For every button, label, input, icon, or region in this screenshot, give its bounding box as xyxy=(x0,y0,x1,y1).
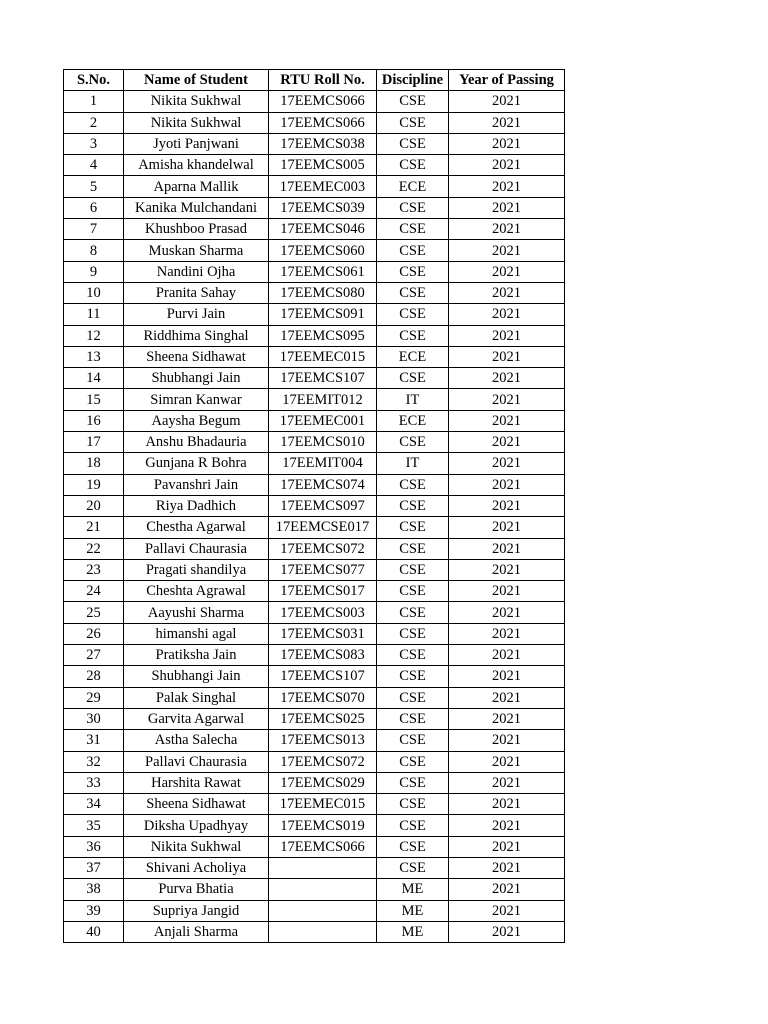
cell-year: 2021 xyxy=(449,517,565,538)
cell-sno: 32 xyxy=(64,751,124,772)
table-row xyxy=(64,219,565,240)
cell-year: 2021 xyxy=(449,197,565,218)
cell-sno: 24 xyxy=(64,581,124,602)
cell-name: Anjali Sharma xyxy=(124,921,269,942)
cell-discipline: CSE xyxy=(377,687,449,708)
cell-name: Harshita Rawat xyxy=(124,772,269,793)
cell-name: Nikita Sukhwal xyxy=(124,91,269,112)
cell-roll-no xyxy=(269,879,377,900)
cell-roll-no: 17EEMEC015 xyxy=(269,794,377,815)
cell-sno: 4 xyxy=(64,155,124,176)
table-row xyxy=(64,474,565,495)
cell-name: Riya Dadhich xyxy=(124,495,269,516)
cell-year: 2021 xyxy=(449,623,565,644)
cell-roll-no xyxy=(269,857,377,878)
cell-year: 2021 xyxy=(449,815,565,836)
table-row xyxy=(64,794,565,815)
cell-year: 2021 xyxy=(449,368,565,389)
cell-name: Pallavi Chaurasia xyxy=(124,751,269,772)
cell-name: Diksha Upadhyay xyxy=(124,815,269,836)
cell-roll-no: 17EEMCS029 xyxy=(269,772,377,793)
cell-year: 2021 xyxy=(449,708,565,729)
cell-discipline: CSE xyxy=(377,432,449,453)
cell-year: 2021 xyxy=(449,474,565,495)
cell-discipline: CSE xyxy=(377,240,449,261)
cell-discipline: CSE xyxy=(377,197,449,218)
cell-name: Supriya Jangid xyxy=(124,900,269,921)
table-row xyxy=(64,857,565,878)
cell-roll-no: 17EEMCS010 xyxy=(269,432,377,453)
table-header-row xyxy=(64,70,565,91)
cell-year: 2021 xyxy=(449,346,565,367)
cell-year: 2021 xyxy=(449,133,565,154)
cell-discipline: CSE xyxy=(377,282,449,303)
cell-sno: 5 xyxy=(64,176,124,197)
cell-roll-no: 17EEMIT012 xyxy=(269,389,377,410)
cell-sno: 20 xyxy=(64,495,124,516)
cell-sno: 12 xyxy=(64,325,124,346)
cell-name: Amisha khandelwal xyxy=(124,155,269,176)
header-year: Year of Passing xyxy=(449,70,565,91)
table-row xyxy=(64,91,565,112)
cell-name: Simran Kanwar xyxy=(124,389,269,410)
header-discipline: Discipline xyxy=(377,70,449,91)
cell-name: Purvi Jain xyxy=(124,304,269,325)
table-row xyxy=(64,879,565,900)
cell-name: Gunjana R Bohra xyxy=(124,453,269,474)
table-row xyxy=(64,666,565,687)
table-row xyxy=(64,538,565,559)
table-row xyxy=(64,389,565,410)
cell-sno: 40 xyxy=(64,921,124,942)
cell-sno: 38 xyxy=(64,879,124,900)
header-sno: S.No. xyxy=(64,70,124,91)
cell-roll-no: 17EEMCS025 xyxy=(269,708,377,729)
table-row xyxy=(64,240,565,261)
cell-year: 2021 xyxy=(449,538,565,559)
table-row xyxy=(64,155,565,176)
table-row xyxy=(64,687,565,708)
cell-sno: 22 xyxy=(64,538,124,559)
cell-discipline: ECE xyxy=(377,410,449,431)
cell-sno: 18 xyxy=(64,453,124,474)
cell-roll-no: 17EEMCS070 xyxy=(269,687,377,708)
cell-roll-no: 17EEMCS097 xyxy=(269,495,377,516)
cell-sno: 39 xyxy=(64,900,124,921)
cell-roll-no: 17EEMEC001 xyxy=(269,410,377,431)
table-row xyxy=(64,581,565,602)
cell-discipline: CSE xyxy=(377,751,449,772)
cell-discipline: CSE xyxy=(377,559,449,580)
table-row xyxy=(64,900,565,921)
cell-sno: 7 xyxy=(64,219,124,240)
table-body xyxy=(64,91,565,943)
cell-roll-no: 17EEMCS072 xyxy=(269,538,377,559)
cell-name: Palak Singhal xyxy=(124,687,269,708)
cell-discipline: CSE xyxy=(377,91,449,112)
table-row xyxy=(64,176,565,197)
cell-name: himanshi agal xyxy=(124,623,269,644)
cell-year: 2021 xyxy=(449,581,565,602)
cell-discipline: CSE xyxy=(377,666,449,687)
cell-roll-no: 17EEMEC015 xyxy=(269,346,377,367)
table-row xyxy=(64,495,565,516)
cell-name: Pragati shandilya xyxy=(124,559,269,580)
cell-roll-no: 17EEMCS066 xyxy=(269,836,377,857)
cell-year: 2021 xyxy=(449,240,565,261)
cell-name: Aaysha Begum xyxy=(124,410,269,431)
cell-sno: 26 xyxy=(64,623,124,644)
cell-year: 2021 xyxy=(449,282,565,303)
cell-name: Cheshta Agrawal xyxy=(124,581,269,602)
cell-roll-no: 17EEMCS038 xyxy=(269,133,377,154)
cell-year: 2021 xyxy=(449,772,565,793)
cell-year: 2021 xyxy=(449,666,565,687)
header-roll-no: RTU Roll No. xyxy=(269,70,377,91)
cell-roll-no: 17EEMCS095 xyxy=(269,325,377,346)
cell-name: Aayushi Sharma xyxy=(124,602,269,623)
cell-year: 2021 xyxy=(449,751,565,772)
cell-name: Nikita Sukhwal xyxy=(124,836,269,857)
table-row xyxy=(64,261,565,282)
cell-sno: 14 xyxy=(64,368,124,389)
cell-roll-no: 17EEMCS003 xyxy=(269,602,377,623)
table-row xyxy=(64,645,565,666)
cell-sno: 36 xyxy=(64,836,124,857)
cell-sno: 33 xyxy=(64,772,124,793)
cell-year: 2021 xyxy=(449,261,565,282)
cell-discipline: CSE xyxy=(377,112,449,133)
cell-sno: 17 xyxy=(64,432,124,453)
cell-sno: 3 xyxy=(64,133,124,154)
cell-sno: 8 xyxy=(64,240,124,261)
cell-year: 2021 xyxy=(449,794,565,815)
cell-roll-no: 17EEMCS074 xyxy=(269,474,377,495)
cell-name: Purva Bhatia xyxy=(124,879,269,900)
cell-year: 2021 xyxy=(449,325,565,346)
cell-sno: 16 xyxy=(64,410,124,431)
cell-discipline: ME xyxy=(377,879,449,900)
cell-year: 2021 xyxy=(449,155,565,176)
cell-roll-no: 17EEMCS019 xyxy=(269,815,377,836)
table-row xyxy=(64,410,565,431)
cell-year: 2021 xyxy=(449,410,565,431)
cell-roll-no: 17EEMCS061 xyxy=(269,261,377,282)
cell-roll-no: 17EEMCS039 xyxy=(269,197,377,218)
cell-name: Nikita Sukhwal xyxy=(124,112,269,133)
table-row xyxy=(64,133,565,154)
table-row xyxy=(64,623,565,644)
cell-discipline: CSE xyxy=(377,133,449,154)
cell-roll-no: 17EEMCS013 xyxy=(269,730,377,751)
table-row xyxy=(64,815,565,836)
cell-year: 2021 xyxy=(449,687,565,708)
cell-roll-no: 17EEMCS031 xyxy=(269,623,377,644)
cell-year: 2021 xyxy=(449,304,565,325)
cell-sno: 27 xyxy=(64,645,124,666)
cell-discipline: CSE xyxy=(377,368,449,389)
cell-roll-no xyxy=(269,921,377,942)
cell-year: 2021 xyxy=(449,112,565,133)
table-row xyxy=(64,517,565,538)
cell-roll-no: 17EEMEC003 xyxy=(269,176,377,197)
cell-discipline: CSE xyxy=(377,325,449,346)
cell-sno: 29 xyxy=(64,687,124,708)
table-row xyxy=(64,432,565,453)
cell-roll-no: 17EEMCS005 xyxy=(269,155,377,176)
table-row xyxy=(64,346,565,367)
students-table xyxy=(63,69,565,943)
cell-sno: 1 xyxy=(64,91,124,112)
cell-year: 2021 xyxy=(449,645,565,666)
cell-sno: 28 xyxy=(64,666,124,687)
cell-name: Khushboo Prasad xyxy=(124,219,269,240)
header-name: Name of Student xyxy=(124,70,269,91)
cell-discipline: CSE xyxy=(377,581,449,602)
cell-sno: 31 xyxy=(64,730,124,751)
cell-roll-no: 17EEMCSE017 xyxy=(269,517,377,538)
cell-name: Kanika Mulchandani xyxy=(124,197,269,218)
cell-sno: 21 xyxy=(64,517,124,538)
cell-name: Jyoti Panjwani xyxy=(124,133,269,154)
cell-roll-no: 17EEMCS046 xyxy=(269,219,377,240)
cell-year: 2021 xyxy=(449,879,565,900)
cell-sno: 11 xyxy=(64,304,124,325)
cell-year: 2021 xyxy=(449,602,565,623)
cell-sno: 35 xyxy=(64,815,124,836)
table-row xyxy=(64,751,565,772)
cell-year: 2021 xyxy=(449,432,565,453)
cell-year: 2021 xyxy=(449,730,565,751)
table-row xyxy=(64,602,565,623)
cell-name: Sheena Sidhawat xyxy=(124,346,269,367)
cell-year: 2021 xyxy=(449,219,565,240)
cell-discipline: ECE xyxy=(377,176,449,197)
cell-name: Muskan Sharma xyxy=(124,240,269,261)
cell-name: Shubhangi Jain xyxy=(124,368,269,389)
cell-discipline: CSE xyxy=(377,304,449,325)
cell-sno: 2 xyxy=(64,112,124,133)
cell-discipline: IT xyxy=(377,453,449,474)
cell-sno: 23 xyxy=(64,559,124,580)
cell-roll-no: 17EEMCS072 xyxy=(269,751,377,772)
cell-name: Sheena Sidhawat xyxy=(124,794,269,815)
table-row xyxy=(64,304,565,325)
cell-name: Aparna Mallik xyxy=(124,176,269,197)
cell-year: 2021 xyxy=(449,389,565,410)
cell-roll-no: 17EEMCS080 xyxy=(269,282,377,303)
cell-sno: 13 xyxy=(64,346,124,367)
cell-year: 2021 xyxy=(449,900,565,921)
cell-discipline: IT xyxy=(377,389,449,410)
cell-discipline: CSE xyxy=(377,261,449,282)
cell-discipline: CSE xyxy=(377,602,449,623)
cell-discipline: CSE xyxy=(377,815,449,836)
cell-sno: 15 xyxy=(64,389,124,410)
cell-name: Pavanshri Jain xyxy=(124,474,269,495)
cell-sno: 9 xyxy=(64,261,124,282)
cell-discipline: CSE xyxy=(377,219,449,240)
cell-name: Pallavi Chaurasia xyxy=(124,538,269,559)
cell-roll-no: 17EEMIT004 xyxy=(269,453,377,474)
table-row xyxy=(64,559,565,580)
cell-year: 2021 xyxy=(449,453,565,474)
cell-roll-no: 17EEMCS066 xyxy=(269,112,377,133)
cell-roll-no xyxy=(269,900,377,921)
table-row xyxy=(64,708,565,729)
cell-discipline: CSE xyxy=(377,517,449,538)
cell-discipline: CSE xyxy=(377,708,449,729)
cell-discipline: CSE xyxy=(377,623,449,644)
cell-sno: 37 xyxy=(64,857,124,878)
cell-year: 2021 xyxy=(449,176,565,197)
cell-roll-no: 17EEMCS017 xyxy=(269,581,377,602)
cell-roll-no: 17EEMCS066 xyxy=(269,91,377,112)
table-row xyxy=(64,921,565,942)
cell-discipline: ME xyxy=(377,921,449,942)
cell-sno: 30 xyxy=(64,708,124,729)
cell-discipline: CSE xyxy=(377,730,449,751)
table-row xyxy=(64,453,565,474)
cell-name: Riddhima Singhal xyxy=(124,325,269,346)
cell-year: 2021 xyxy=(449,495,565,516)
cell-sno: 34 xyxy=(64,794,124,815)
cell-name: Pranita Sahay xyxy=(124,282,269,303)
cell-sno: 10 xyxy=(64,282,124,303)
cell-roll-no: 17EEMCS107 xyxy=(269,368,377,389)
table-row xyxy=(64,730,565,751)
cell-discipline: ECE xyxy=(377,346,449,367)
cell-name: Astha Salecha xyxy=(124,730,269,751)
table-row xyxy=(64,836,565,857)
cell-discipline: ME xyxy=(377,900,449,921)
table-row xyxy=(64,197,565,218)
cell-sno: 19 xyxy=(64,474,124,495)
cell-roll-no: 17EEMCS060 xyxy=(269,240,377,261)
cell-sno: 25 xyxy=(64,602,124,623)
table-row xyxy=(64,112,565,133)
table-row xyxy=(64,368,565,389)
cell-name: Anshu Bhadauria xyxy=(124,432,269,453)
cell-discipline: CSE xyxy=(377,495,449,516)
cell-name: Nandini Ojha xyxy=(124,261,269,282)
cell-year: 2021 xyxy=(449,857,565,878)
cell-year: 2021 xyxy=(449,921,565,942)
cell-year: 2021 xyxy=(449,559,565,580)
table-row xyxy=(64,325,565,346)
cell-discipline: CSE xyxy=(377,645,449,666)
cell-roll-no: 17EEMCS077 xyxy=(269,559,377,580)
cell-name: Shivani Acholiya xyxy=(124,857,269,878)
cell-roll-no: 17EEMCS091 xyxy=(269,304,377,325)
cell-discipline: CSE xyxy=(377,155,449,176)
cell-discipline: CSE xyxy=(377,474,449,495)
cell-roll-no: 17EEMCS083 xyxy=(269,645,377,666)
cell-sno: 6 xyxy=(64,197,124,218)
cell-roll-no: 17EEMCS107 xyxy=(269,666,377,687)
cell-name: Pratiksha Jain xyxy=(124,645,269,666)
cell-discipline: CSE xyxy=(377,538,449,559)
cell-year: 2021 xyxy=(449,91,565,112)
cell-name: Chestha Agarwal xyxy=(124,517,269,538)
table-row xyxy=(64,772,565,793)
cell-discipline: CSE xyxy=(377,836,449,857)
cell-discipline: CSE xyxy=(377,794,449,815)
cell-name: Garvita Agarwal xyxy=(124,708,269,729)
table-row xyxy=(64,282,565,303)
cell-discipline: CSE xyxy=(377,772,449,793)
cell-discipline: CSE xyxy=(377,857,449,878)
cell-year: 2021 xyxy=(449,836,565,857)
cell-name: Shubhangi Jain xyxy=(124,666,269,687)
